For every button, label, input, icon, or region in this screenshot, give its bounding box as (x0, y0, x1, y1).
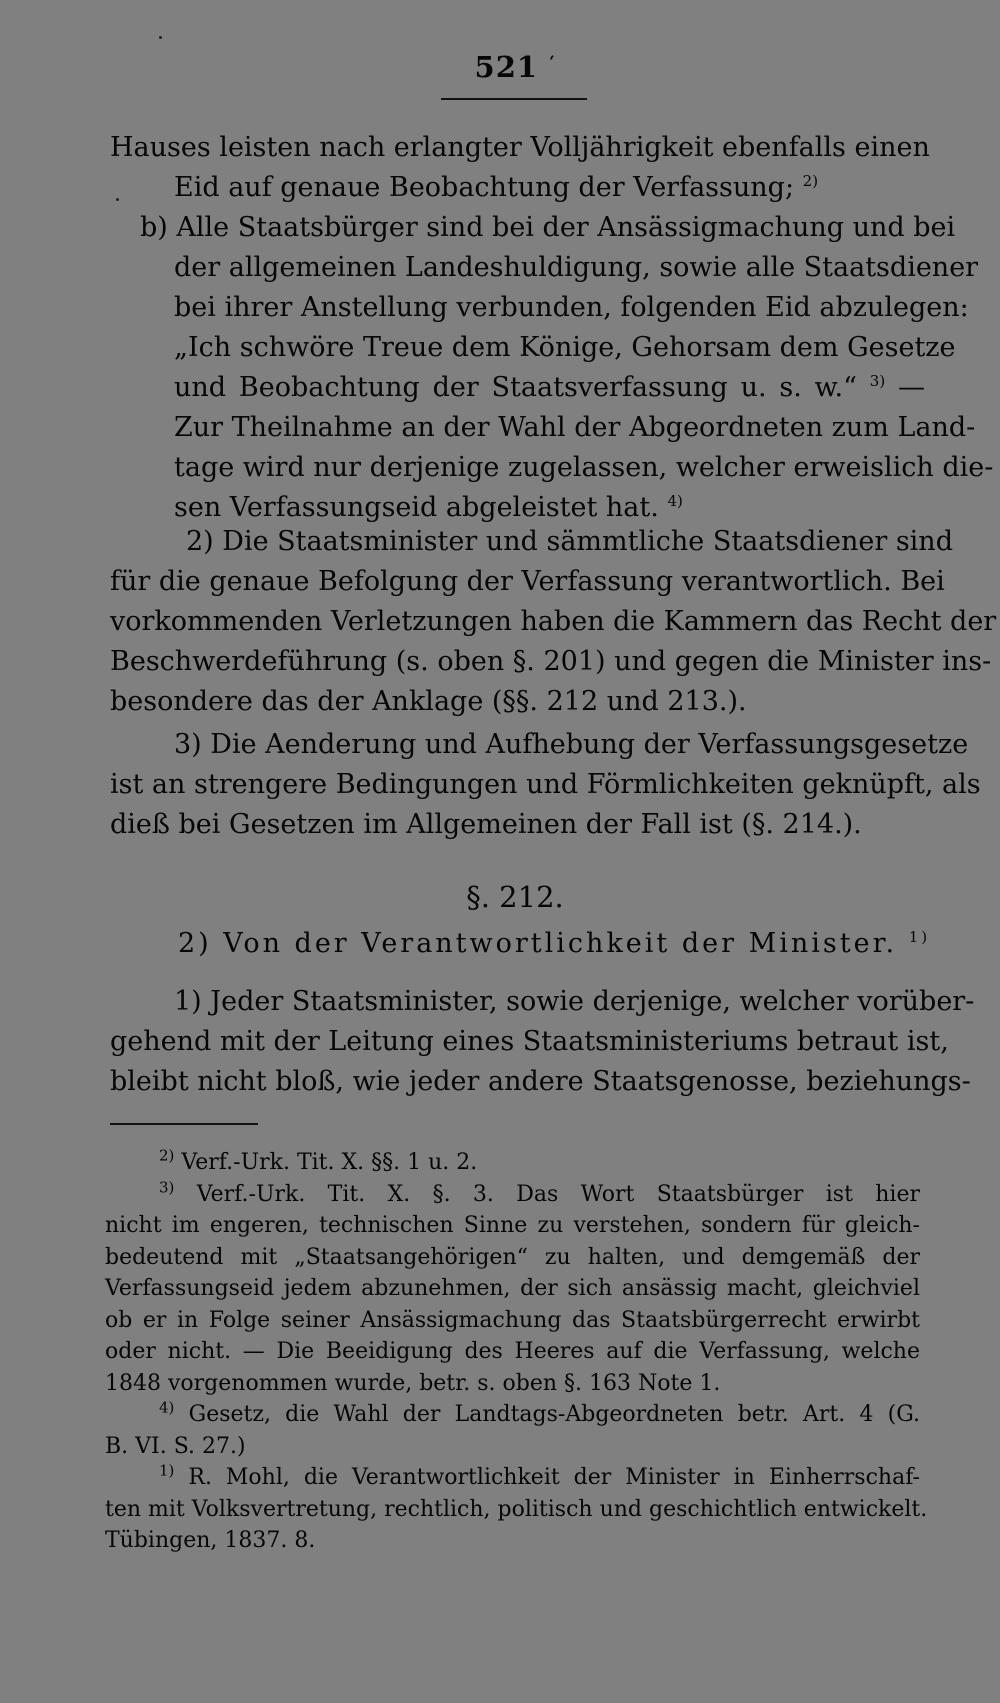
footnote-rule (110, 1123, 258, 1125)
text-line: bleibt nicht bloß, wie jeder andere Staatsgenosse, beziehungs- (110, 1066, 971, 1097)
footnote-mark: 1) (159, 1461, 175, 1480)
footnote-ref: 3) (869, 372, 886, 390)
text-line: besondere das der Anklage (§§. 212 und 213.). (110, 686, 747, 717)
footnotes (105, 1146, 928, 1557)
text-line: vorkommenden Verletzungen haben die Kammern das Recht der (110, 606, 997, 637)
footnote-line: ob er in Folge seiner Ansässigmachung das Staatsbürgerrecht erwirbt (105, 1307, 920, 1333)
text-line (110, 168, 925, 208)
footnote-text: Gesetz, die Wahl der Landtags-Abgeordneten betr. Art. 4 (G. (188, 1402, 920, 1427)
text-line: 1) Jeder Staatsminister, sowie derjenige, welcher vorüber- (174, 986, 975, 1017)
footnote-text: Verf.-Urk. Tit. X. §§. 1 u. 2. (181, 1150, 478, 1175)
paragraph-amendment (110, 725, 981, 845)
section-subtitle-text: 2) Von der Verantwortlichkeit der Minister. (178, 928, 898, 959)
footnote-1 (105, 1462, 920, 1494)
text-line: Beschwerdeführung (s. oben §. 201) und gegen die Minister ins- (110, 646, 992, 677)
footnote-line: Tübingen, 1837. 8. (105, 1528, 316, 1553)
footnote-line: oder nicht. — Die Beeidigung des Heeres auf die Verfassung, welche (105, 1339, 920, 1364)
text-line-content: und Beobachtung der Staatsverfassung u. s. w.“ (174, 372, 857, 403)
header-rule (441, 98, 587, 100)
footnote-line: ten mit Volksvertretung, rechtlich, politisch und geschichtlich entwickelt. (105, 1496, 928, 1522)
footnote-ref: 2) (802, 172, 819, 190)
text-line: Hauses leisten nach erlangter Volljährigkeit ebenfalls einen (110, 132, 930, 163)
em-dash: — (898, 372, 926, 403)
paragraph-responsibility (110, 522, 997, 722)
footnote-line: 1848 vorgenommen wurde, betr. s. oben §. 163 Note 1. (105, 1370, 721, 1396)
footnote-3 (105, 1179, 920, 1211)
footnote-text: Verf.-Urk. Tit. X. §. 3. Das Wort Staatsbürger ist hier (196, 1181, 921, 1207)
footnote-mark: 3) (159, 1178, 175, 1197)
text-line: Zur Theilnahme an der Wahl der Abgeordneten zum Land- (174, 412, 976, 443)
text-line: 3) Die Aenderung und Aufhebung der Verfassungsgesetze (174, 729, 969, 760)
footnote-mark: 4) (159, 1398, 175, 1417)
section-subtitle (178, 928, 931, 959)
paragraph-oath (110, 128, 994, 528)
footnote-line: bedeutend mit „Staatsangehörigen“ zu halten, und demgemäß der (105, 1244, 920, 1270)
paragraph-minister (110, 982, 975, 1102)
text-line-content: sen Verfassungseid abgeleistet hat. (174, 492, 659, 523)
footnote-ref: 1) (908, 928, 931, 946)
footnote-line: Verfassungseid jedem abzunehmen, der sich ansässig macht, gleichviel (105, 1276, 920, 1301)
text-line: „Ich schwöre Treue dem Könige, Gehorsam dem Gesetze (174, 332, 956, 363)
text-line: ist an strengere Bedingungen und Förmlichkeiten geknüpft, als (110, 769, 981, 800)
footnote-line: nicht im engeren, technischen Sinne zu verstehen, sondern für gleich- (105, 1213, 920, 1238)
footnote-line: B. VI. S. 27.) (105, 1433, 246, 1459)
footnote-4 (105, 1399, 920, 1431)
text-line: dieß bei Gesetzen im Allgemeinen der Fall ist (§. 214.). (110, 809, 862, 840)
text-line: tage wird nur derjenige zugelassen, welcher erweislich die- (174, 452, 994, 483)
section-title: §. 212. (466, 880, 564, 914)
text-line: gehend mit der Leitung eines Staatsministeriums betraut ist, (110, 1026, 949, 1057)
page-number (0, 50, 1000, 84)
footnote-ref: 4) (667, 492, 683, 510)
text-line: der allgemeinen Landeshuldigung, sowie alle Staatsdiener (174, 252, 979, 283)
text-line (110, 368, 925, 408)
text-line: bei ihrer Anstellung verbunden, folgenden Eid abzulegen: (174, 292, 969, 323)
footnote-mark: 2) (159, 1146, 175, 1165)
footnote-2 (105, 1147, 920, 1179)
page-number-value: 521 (474, 50, 539, 84)
text-line: 2) Die Staatsminister und sämmtliche Staatsdiener sind (186, 526, 953, 557)
page-number-mark: ʻ (549, 52, 556, 71)
text-line-content: Eid auf genaue Beobachtung der Verfassung; (174, 172, 795, 203)
text-line: b) Alle Staatsbürger sind bei der Ansässigmachung und bei (140, 212, 956, 243)
footnote-text: R. Mohl, die Verantwortlichkeit der Minister in Einherrschaf- (188, 1465, 920, 1490)
scan-speck (159, 36, 162, 39)
text-line: für die genaue Befolgung der Verfassung verantwortlich. Bei (110, 566, 945, 597)
